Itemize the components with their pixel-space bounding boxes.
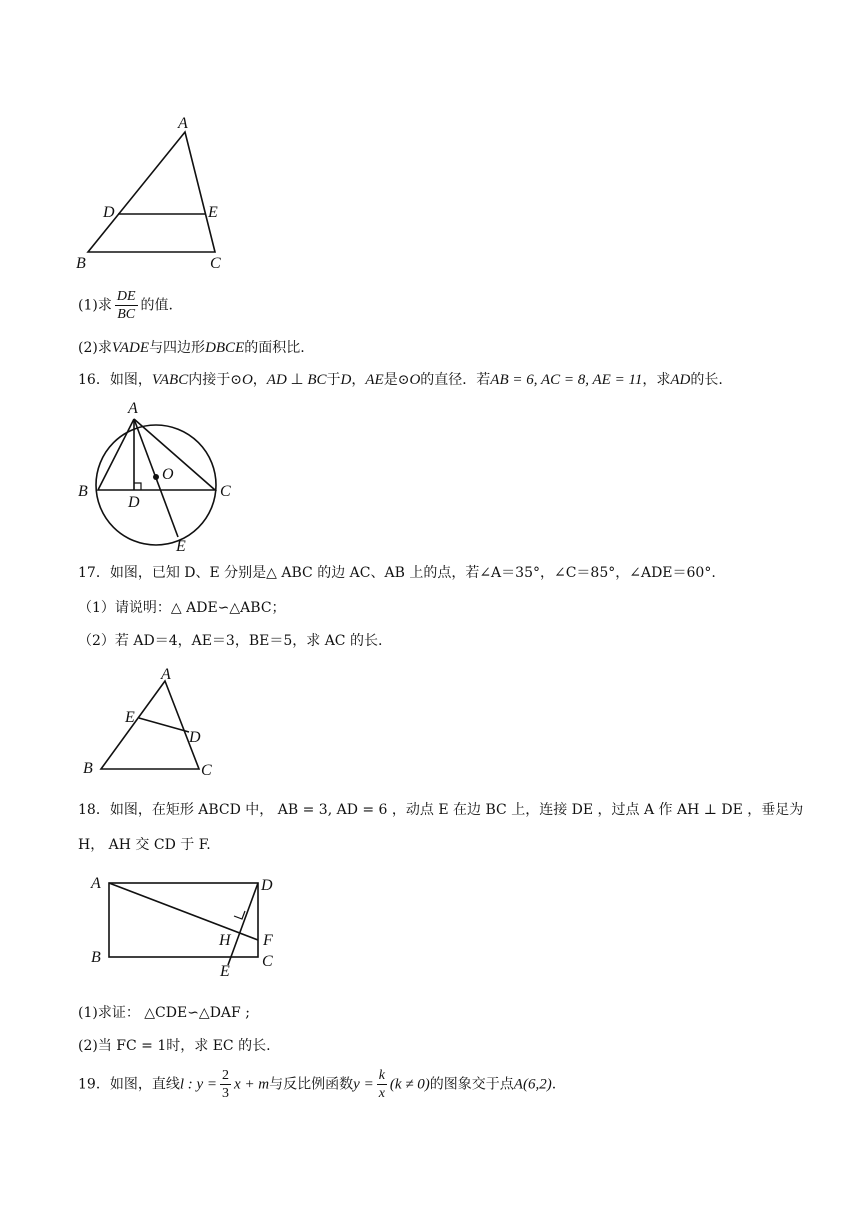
label-b: B xyxy=(83,760,93,777)
segment-af xyxy=(109,883,258,940)
fraction-2-3: $\frac{2}{3}$ xyxy=(222,1068,230,1101)
label-h: H xyxy=(219,932,231,949)
label-e: E xyxy=(176,538,186,555)
label-e: E xyxy=(125,709,135,726)
label-e: E xyxy=(220,963,230,980)
label-a: A xyxy=(128,400,138,417)
label-a: A xyxy=(178,115,188,132)
q17-line3: （2）若 AD＝4，AE＝3，BE＝5，求 AC 的长. xyxy=(78,633,383,649)
circle-o xyxy=(96,425,216,545)
figure-triangle-ade-similar xyxy=(75,665,235,780)
q16-text: 16．如图，VABC内接于⊙O，AD ⊥ BC于D，AE是⊙O的直径．若AB = 6, AC = 8, AE = 11，求AD的长. xyxy=(78,372,723,388)
q18-part2: (2)当 FC = 1时，求 EC 的长. xyxy=(78,1038,271,1054)
right-angle-mark xyxy=(134,483,141,490)
label-a: A xyxy=(161,666,171,683)
label-b: B xyxy=(76,255,86,272)
q15-part1: (1)求 $\frac{DE}{BC}$ 的值. xyxy=(78,289,173,322)
center-o-dot xyxy=(153,474,159,480)
figure-circle-o xyxy=(70,395,250,555)
label-b: B xyxy=(78,483,88,500)
figure-rectangle-abcd xyxy=(85,868,285,980)
right-angle-mark xyxy=(234,911,245,919)
label-a: A xyxy=(91,875,101,892)
label-d: D xyxy=(103,204,115,221)
q18-line2: H， AH 交 CD 于 F. xyxy=(78,837,211,853)
q19-text: 19．如图，直线l : y = $\frac{2}{3}$ x + m与反比例函数y = $\frac{k}{x}$ (k ≠ 0)的图象交于点A(6,2). xyxy=(78,1068,557,1101)
q18-line1: 18．如图，在矩形 ABCD 中， AB = 3, AD = 6 ，动点 E 在边 BC 上，连接 DE ，过点 A 作 AH ⊥ DE ，垂足为 xyxy=(78,802,804,818)
fraction-k-x: $\frac{k}{x}$ xyxy=(378,1068,385,1101)
q17-line2: （1）请说明：△ ADE∽△ABC； xyxy=(78,600,286,616)
label-d: D xyxy=(189,729,201,746)
q17-line1: 17．如图，已知 D、E 分别是△ ABC 的边 AC、AB 上的点，若∠A＝35°，∠C＝85°，∠ADE＝60°. xyxy=(78,565,716,581)
segment-de xyxy=(228,883,258,965)
label-d: D xyxy=(128,494,140,511)
figure-triangle-ade xyxy=(70,110,240,275)
label-c: C xyxy=(210,255,221,272)
triangle-abc xyxy=(101,681,199,769)
label-c: C xyxy=(262,953,273,970)
triangle-abc xyxy=(88,132,215,252)
q18-part1: (1)求证： △CDE∽△DAF ; xyxy=(78,1005,250,1021)
label-o: O xyxy=(162,466,174,483)
label-c: C xyxy=(220,483,231,500)
q15-part2: (2)求VADE与四边形DBCE的面积比. xyxy=(78,340,305,356)
label-d: D xyxy=(261,877,273,894)
label-f: F xyxy=(263,932,273,949)
label-c: C xyxy=(201,762,212,779)
label-e: E xyxy=(208,204,218,221)
label-b: B xyxy=(91,949,101,966)
fraction-de-bc: $\frac{DE}{BC}$ xyxy=(116,289,136,322)
